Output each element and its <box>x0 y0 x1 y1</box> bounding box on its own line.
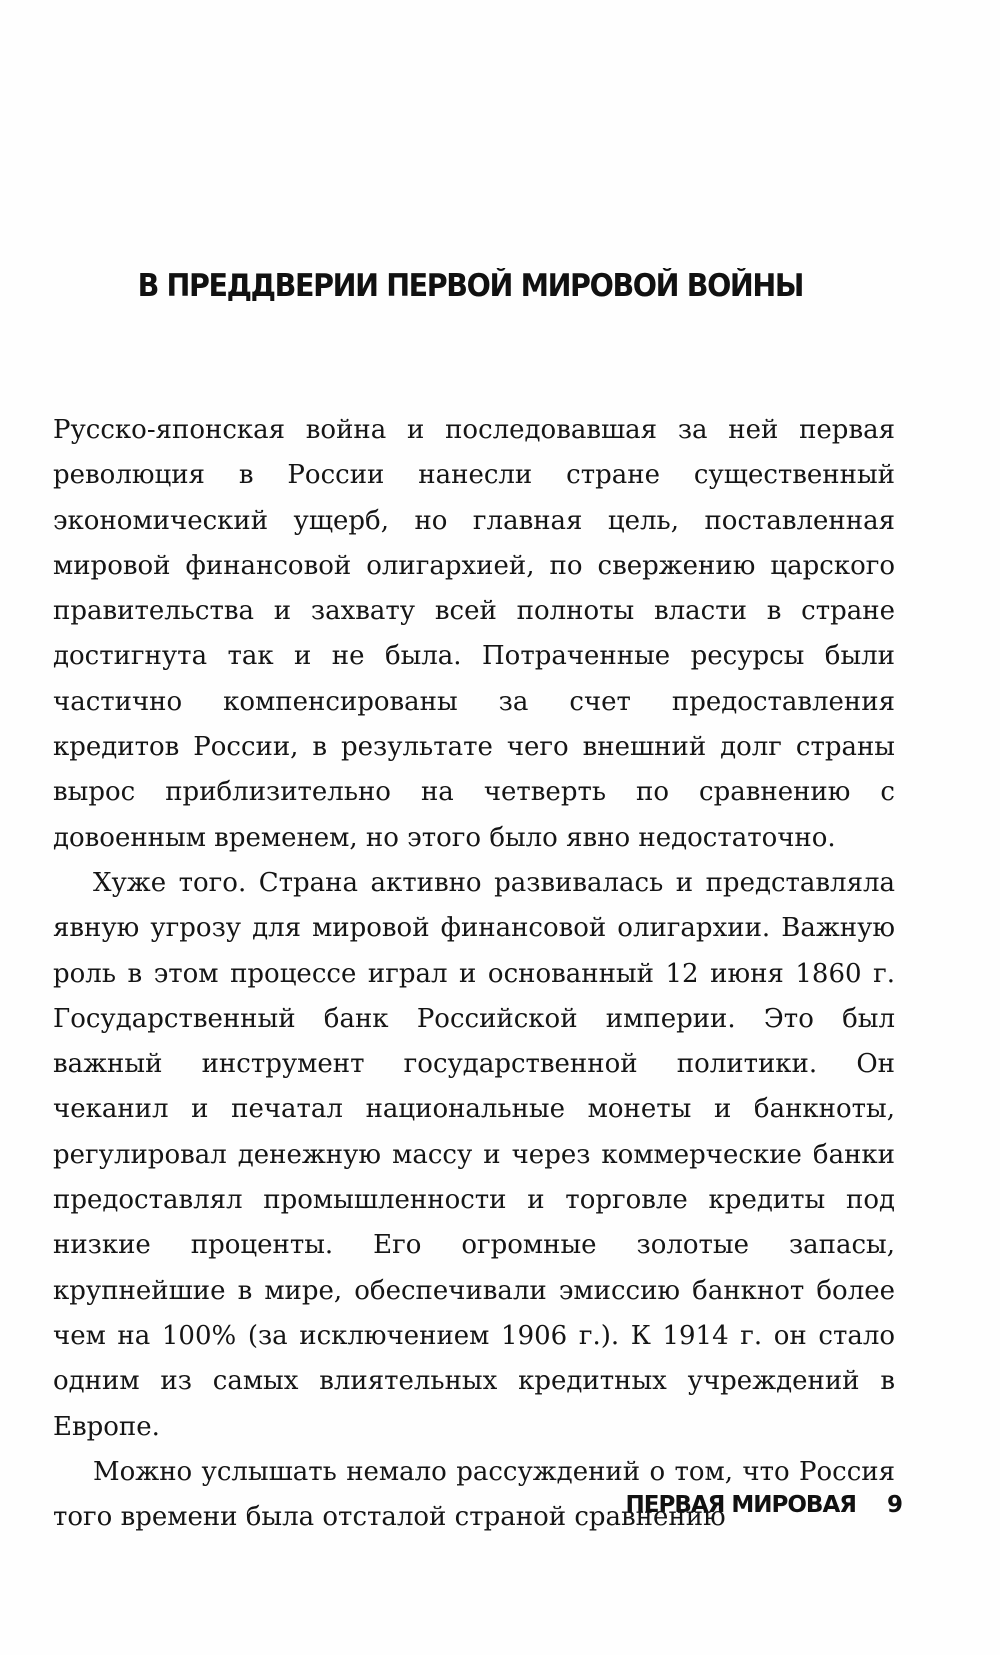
paragraph: Хуже того. Страна активно развивалась и представляла явную угрозу для мировой финансовой олигархии. Важную роль в этом процессе играл и основанный 12 июня 1860 г. Государственный банк Российской империи. Это был важный инструмент государственной политики. Он чеканил и печатал национальные монеты и банкноты, регулировал денежную массу и через коммерческие банки предоставлял промышленности и торговле кредиты под низкие проценты. Его огромные золотые запасы, крупнейшие в мире, обеспечивали эмиссию банкнот более чем на 100% (за исключением 1906 г.). К 1914 г. он стало одним из самых влиятельных кредитных учреждений в Европе. <box>53 867 895 1442</box>
running-footer <box>626 1492 903 1518</box>
chapter-title: В ПРЕДДВЕРИИ ПЕРВОЙ МИРОВОЙ ВОЙНЫ <box>137 268 804 304</box>
running-title: ПЕРВАЯ МИРОВАЯ <box>625 1492 856 1518</box>
paragraph: Можно услышать немало рассуждений о том, что Россия того времени была отсталой страной сравнению <box>53 1456 895 1533</box>
page-number: 9 <box>886 1492 902 1518</box>
body-text <box>53 408 895 1540</box>
paragraph: Русско-японская война и последовавшая за ней первая революция в России нанесли стране существенный экономический ущерб, но главная цель, поставленная мировой финансовой олигархией, по свержению царского правительства и захвату всей полноты власти в стране достигнута так и не была. Потраченные ресурсы были частично компенсированы за счет предоставления кредитов России, в результате чего внешний долг страны вырос приблизительно на четверть по сравнению с довоенным временем, но этого было явно недостаточно. <box>53 415 895 853</box>
